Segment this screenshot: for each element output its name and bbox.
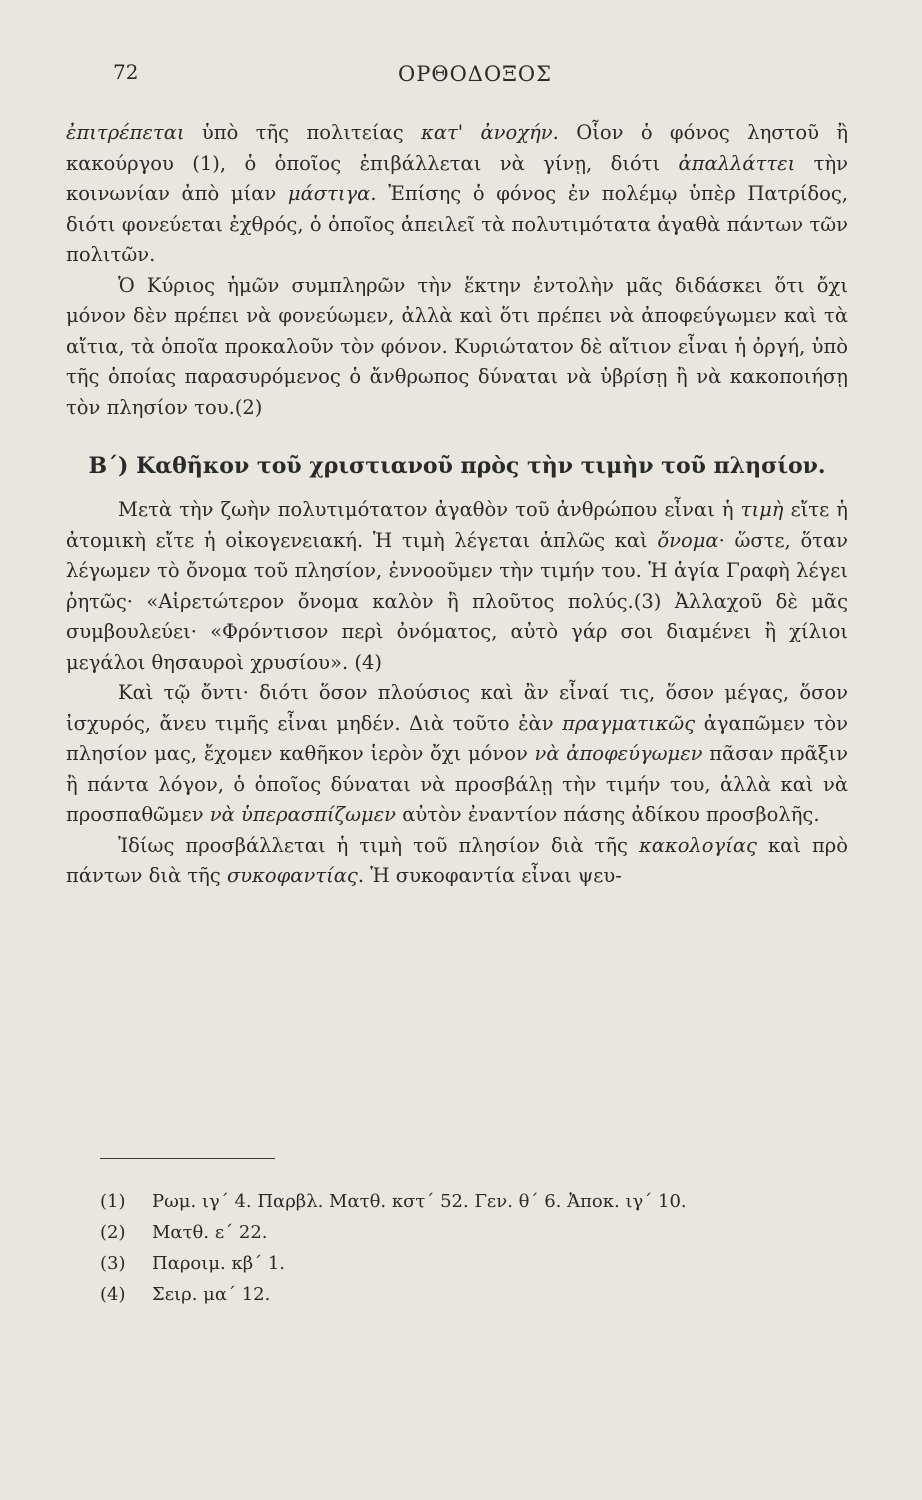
footnote-text: Σειρ. μα΄ 12. — [152, 1284, 271, 1305]
body-paragraph — [66, 678, 848, 831]
paragraph-text: Ὁ Κύριος ἡμῶν συμπληρῶν τὴν ἕκτην ἐντολὴν μᾶς διδάσκει ὅτι ὄχι μόνον δὲν πρέπει νὰ φονεύωμεν, ἀλλὰ καὶ ὅτι πρέπει νὰ ἀποφεύγωμεν καὶ τὰ αἴτια, τὰ ὁποῖα προκαλοῦν τὸν φόνον. Κυριώτατον δὲ αἴτιον εἶναι ἡ ὀργή, ὑπὸ τῆς ὁποίας παρασυρόμενος ὁ ἄνθρωπος δύναται νὰ ὑβρίσῃ ἢ νὰ κακοποιήσῃ τὸν πλησίον του.(2) — [66, 273, 848, 419]
body-paragraph — [66, 831, 848, 892]
footnote — [100, 1186, 820, 1217]
paragraph-text: ὑπὸ τῆς πολιτείας — [184, 121, 422, 144]
footnote-mark: (3) — [100, 1253, 126, 1274]
paragraph-text: . Οἷον ὁ φόνος ληστοῦ ἢ κακούργου (1), ὁ ὁποῖος ἐπιβάλλεται νὰ γίνῃ, διότι — [66, 121, 849, 175]
footnote-mark: (2) — [100, 1222, 126, 1243]
italic-text: ὄνομα — [657, 528, 719, 552]
footnote — [100, 1217, 820, 1248]
italic-text: νὰ ἀποφεύγωμεν — [534, 742, 703, 765]
page-number: 72 — [113, 60, 139, 84]
footnote — [100, 1279, 820, 1310]
footnote-divider — [100, 1158, 275, 1159]
italic-text: κακολογίας — [638, 833, 757, 857]
paragraph-text: · ὥστε, ὅταν λέγωμεν τὸ ὄνομα τοῦ πλησίον, ἐννοοῦμεν τὴν τιμήν του. Ἡ ἁγία Γραφὴ λέγει ῥητῶς· «Αἱρετώτερον ὄνομα καλὸν ἢ πλοῦτος πολύς.(3) Ἀλλαχοῦ δὲ μᾶς συμβουλεύει· «Φρόντισον περὶ ὀνόματος, αὐτὸ γάρ σοι διαμένει ἢ χίλιοι μεγάλοι θησαυροὶ χρυσίου». (4) — [66, 528, 848, 674]
footnote-text: Παροιμ. κβ΄ 1. — [152, 1253, 286, 1274]
section-heading: Β΄) Καθῆκον τοῦ χριστιανοῦ πρὸς τὴν τιμὴν τοῦ πλησίον. — [88, 453, 826, 479]
running-title: ΟΡΘΟΔΟΞΟΣ — [398, 62, 553, 86]
body-paragraph — [66, 271, 848, 424]
page-header — [0, 60, 922, 100]
italic-text: ἀπαλλάττει — [678, 151, 796, 175]
italic-text: πραγματικῶς — [562, 711, 696, 735]
paragraph-text: Ἰδίως προσβάλλεται ἡ τιμὴ τοῦ πλησίον διὰ τῆς — [118, 833, 639, 857]
italic-text: μάστιγα — [287, 182, 371, 205]
body-text — [66, 118, 848, 892]
footnote-text: Ματθ. ε΄ 22. — [152, 1222, 268, 1243]
paragraph-text: εἴτε ἡ ἀτομικὴ εἴτε ἡ οἰκογενειακή. Ἡ τιμὴ λέγεται ἁπλῶς καὶ — [66, 498, 848, 552]
paragraph-text: ἀγαπῶμεν τὸν πλησίον μας, ἔχομεν καθῆκον ἱερὸν ὄχι μόνον — [66, 711, 848, 765]
paragraph-text: τὴν κοινωνίαν ἀπὸ μίαν — [66, 151, 848, 205]
body-paragraph — [66, 118, 848, 271]
paragraph-text: . Ἡ συκοφαντία εἶναι ψευ- — [357, 864, 622, 887]
italic-text: συκοφαντίας — [226, 864, 358, 887]
paragraph-text: αὐτὸν ἐναντίον πάσης ἀδίκου προσβολῆς. — [396, 803, 820, 826]
italic-text: νὰ ὑπερασπίζωμεν — [209, 803, 397, 826]
italic-text: τιμὴ — [740, 498, 784, 521]
footnote-mark: (1) — [100, 1191, 126, 1212]
footnote — [100, 1248, 820, 1279]
paragraph-text: Καὶ τῷ ὄντι· διότι ὅσον πλούσιος καὶ ἂν εἶναί τις, ὅσον μέγας, ὅσον ἰσχυρός, ἄνευ τιμῆς εἶναι μηδέν. Διὰ τοῦτο ἐὰν — [66, 681, 848, 735]
paragraph-text: καὶ πρὸ πάντων διὰ τῆς — [66, 833, 849, 887]
body-paragraph — [66, 495, 848, 678]
paragraph-text: Μετὰ τὴν ζωὴν πολυτιμότατον ἀγαθὸν τοῦ ἀνθρώπου εἶναι ἡ — [118, 498, 741, 521]
paragraph-text: . Ἐπίσης ὁ φόνος ἐν πολέμῳ ὑπὲρ Πατρίδος, διότι φονεύεται ἐχθρός, ὁ ὁποῖος ἀπειλεῖ τὰ πολυτιμότατα ἀγαθὰ πάντων τῶν πολιτῶν. — [66, 182, 848, 266]
paragraph-text: πᾶσαν πρᾶξιν ἢ πάντα λόγον, ὁ ὁποῖος δύναται νὰ προσβάλῃ τὴν τιμήν του, ἀλλὰ καὶ νὰ προσπαθῶμεν — [66, 742, 849, 826]
italic-text: ἐπιτρέπεται — [66, 121, 185, 144]
footnote-text: Ρωμ. ιγ΄ 4. Παρβλ. Ματθ. κστ΄ 52. Γεν. θ΄ 6. Ἀποκ. ιγ΄ 10. — [152, 1191, 687, 1212]
footnote-mark: (4) — [100, 1284, 126, 1305]
italic-text: κατ' ἀνοχήν — [421, 121, 553, 144]
footnotes — [100, 1186, 820, 1310]
